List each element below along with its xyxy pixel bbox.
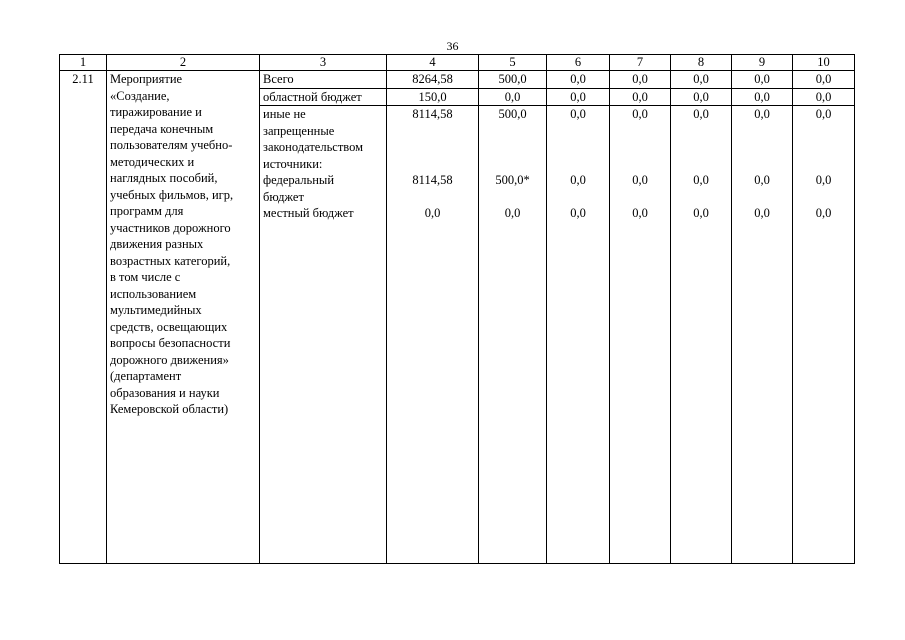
description-line: дорожного движения» xyxy=(110,352,229,367)
value-other: 0,0 xyxy=(570,107,586,121)
description-line: в том числе с xyxy=(110,270,181,284)
value-federal: 500,0* xyxy=(495,173,530,187)
description-line: Мероприятие xyxy=(110,72,183,86)
description-line: вопросы безопасности xyxy=(110,336,231,350)
value-cell: 0,0 xyxy=(793,88,855,106)
source-label-regional: областной бюджет xyxy=(260,88,387,106)
value-local: 0,0 xyxy=(754,206,770,220)
value-cell: 0,0 xyxy=(547,71,610,89)
column-header: 7 xyxy=(610,55,671,71)
value-local: 0,0 xyxy=(504,206,521,220)
item-description xyxy=(107,71,260,564)
column-header: 5 xyxy=(479,55,547,71)
value-cell: 0,0 xyxy=(732,71,793,89)
description-line: средств, освещающих xyxy=(110,319,228,334)
value-cell: 0,0 xyxy=(671,88,732,106)
page-number: 36 xyxy=(446,39,459,53)
value-column xyxy=(479,106,547,564)
value-other: 0,0 xyxy=(754,107,770,121)
value-local: 0,0 xyxy=(424,206,441,220)
value-federal: 8114,58 xyxy=(412,173,453,187)
description-line: наглядных пособий, xyxy=(110,171,218,185)
column-header: 10 xyxy=(793,55,855,71)
description-line: мультимедийных xyxy=(110,303,202,317)
value-column xyxy=(547,106,610,564)
value-local: 0,0 xyxy=(815,206,832,220)
value-cell: 0,0 xyxy=(479,88,547,106)
value-federal: 0,0 xyxy=(693,173,709,187)
column-header: 1 xyxy=(60,55,107,71)
value-federal: 0,0 xyxy=(570,173,586,187)
value-cell: 500,0 xyxy=(479,71,547,89)
federal-label-line: бюджет xyxy=(263,189,304,204)
other-label-line: законодательством xyxy=(263,140,364,154)
description-line: Кемеровской области) xyxy=(110,402,229,416)
column-header: 6 xyxy=(547,55,610,71)
description-line: передача конечным xyxy=(110,121,214,136)
value-cell: 8264,58 xyxy=(387,71,479,89)
value-other: 500,0 xyxy=(498,107,527,121)
value-local: 0,0 xyxy=(632,206,648,220)
column-header-row xyxy=(60,55,855,71)
value-column xyxy=(671,106,732,564)
federal-label-line: федеральный xyxy=(263,173,335,187)
local-label: местный бюджет xyxy=(263,206,354,220)
description-line: тиражирование и xyxy=(110,105,202,119)
value-federal: 0,0 xyxy=(632,173,648,187)
other-label-line: источники: xyxy=(263,156,323,171)
table-row-total xyxy=(60,71,855,89)
description-line: пользователям учебно- xyxy=(110,138,233,152)
description-line: возрастных категорий, xyxy=(110,253,231,268)
source-label-total: Всего xyxy=(260,71,387,89)
other-label-line: иные не xyxy=(263,107,306,121)
description-line: учебных фильмов, игр, xyxy=(110,187,234,202)
value-other: 0,0 xyxy=(693,107,709,121)
value-other: 0,0 xyxy=(632,107,648,121)
value-cell: 150,0 xyxy=(387,88,479,106)
column-header: 4 xyxy=(387,55,479,71)
budget-table xyxy=(59,54,855,564)
value-column xyxy=(387,106,479,564)
value-column xyxy=(793,106,855,564)
value-column xyxy=(610,106,671,564)
value-other: 0,0 xyxy=(815,107,832,121)
value-federal: 0,0 xyxy=(754,173,770,187)
description-line: использованием xyxy=(110,286,197,301)
value-cell: 0,0 xyxy=(671,71,732,89)
value-cell: 0,0 xyxy=(732,88,793,106)
value-federal: 0,0 xyxy=(815,173,832,187)
column-header: 8 xyxy=(671,55,732,71)
description-line: «Создание, xyxy=(110,88,170,103)
value-cell: 0,0 xyxy=(610,71,671,89)
description-line: (департамент xyxy=(110,369,182,383)
value-local: 0,0 xyxy=(693,206,709,220)
other-label-line: запрещенные xyxy=(263,123,335,138)
description-line: образования и науки xyxy=(110,385,220,400)
column-header: 2 xyxy=(107,55,260,71)
description-line: программ для xyxy=(110,204,184,218)
item-number: 2.11 xyxy=(60,71,107,564)
column-header: 3 xyxy=(260,55,387,71)
value-local: 0,0 xyxy=(570,206,586,220)
description-line: методических и xyxy=(110,154,195,169)
value-column xyxy=(732,106,793,564)
column-header: 9 xyxy=(732,55,793,71)
description-line: движения разных xyxy=(110,237,204,251)
value-cell: 0,0 xyxy=(610,88,671,106)
value-cell: 0,0 xyxy=(547,88,610,106)
value-other: 8114,58 xyxy=(412,107,453,121)
value-cell: 0,0 xyxy=(793,71,855,89)
description-line: участников дорожного xyxy=(110,220,231,235)
source-label-other xyxy=(260,106,387,564)
